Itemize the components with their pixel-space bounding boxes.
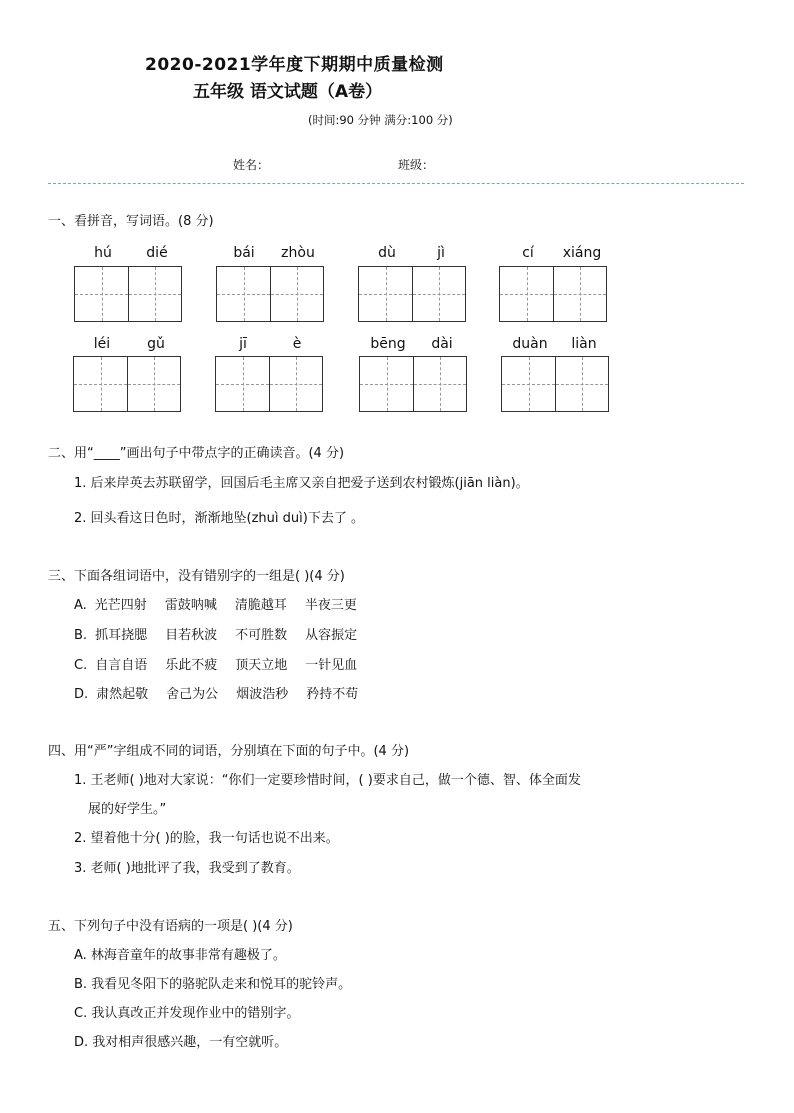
writing-grid — [216, 266, 324, 322]
option-label: C. — [74, 658, 88, 673]
writing-grid — [73, 356, 181, 412]
pinyin: léi — [93, 336, 111, 352]
pinyin: jī — [239, 336, 247, 352]
name-label: 姓名： — [233, 158, 270, 172]
q4-sentence-3: 3. 老师( )地批评了我，我受到了教育。 — [74, 861, 300, 876]
writing-grid — [499, 266, 607, 322]
option-label: D. — [74, 687, 89, 702]
word: 舍己为公 — [166, 687, 219, 702]
pinyin: dài — [431, 336, 453, 352]
exam-title: 2020-2021学年度下期期中质量检测 — [145, 55, 444, 75]
q3-option-a — [74, 594, 375, 613]
pinyin: dù — [378, 245, 396, 261]
q3-option-b — [74, 624, 375, 643]
word: 清脆越耳 — [234, 598, 287, 613]
q4-heading: 四、用“严”字组成不同的词语，分别填在下面的句子中。(4 分) — [48, 744, 410, 759]
writing-grid — [74, 266, 182, 322]
q4-sentence-2: 2. 望着他十分( )的脸，我一句话也说不出来。 — [74, 831, 339, 846]
word: 目若秋波 — [165, 628, 218, 643]
pinyin: dié — [146, 245, 168, 261]
pinyin: è — [292, 336, 302, 352]
word: 半夜三更 — [304, 598, 357, 613]
pinyin: bēng — [370, 336, 406, 352]
option-label: B. — [74, 628, 88, 643]
word: 烟波浩秒 — [236, 687, 289, 702]
word: 肃然起敬 — [96, 687, 149, 702]
q3-option-c — [74, 654, 375, 673]
q5-option-d: D. 我对相声很感兴趣，一有空就听。 — [74, 1035, 288, 1050]
word: 自言自语 — [95, 658, 148, 673]
word: 一针见血 — [305, 658, 358, 673]
q2-sentence-1: 1. 后来岸英去苏联留学，回国后毛主席又亲自把爱子送到农村锻炼(jiān liàn)。 — [74, 476, 529, 491]
pinyin: duàn — [512, 336, 548, 352]
word: 乐此不疲 — [165, 658, 218, 673]
q5-option-a: A. 林海音童年的故事非常有趣极了。 — [74, 948, 286, 963]
exam-subtitle: 五年级 语文试题（A卷） — [193, 82, 383, 102]
word: 光芒四射 — [94, 598, 147, 613]
word: 顶天立地 — [235, 658, 288, 673]
pinyin: bái — [233, 245, 255, 261]
pinyin: zhòu — [281, 245, 315, 261]
q3-option-d — [74, 683, 376, 702]
option-label: A. — [74, 598, 87, 613]
writing-grid — [358, 266, 466, 322]
q4-sentence-1: 1. 王老师( )地对大家说：“你们一定要珍惜时间，( )要求自己，做一个德、智、体全面发 — [74, 773, 581, 788]
q5-heading: 五、下列句子中没有语病的一项是( )(4 分) — [48, 919, 293, 934]
pinyin: liàn — [571, 336, 597, 352]
pinyin: cí — [522, 245, 534, 261]
class-label: 班级： — [398, 158, 435, 172]
word: 从容振定 — [305, 628, 358, 643]
pinyin: gǔ — [147, 336, 165, 352]
pinyin: xiáng — [562, 245, 602, 261]
writing-grid — [215, 356, 323, 412]
q5-option-b: B. 我看见冬阳下的骆驼队走来和悦耳的驼铃声。 — [74, 977, 352, 992]
q4-sentence-1-cont: 展的好学生。” — [88, 802, 167, 817]
word: 雷鼓呐喊 — [164, 598, 217, 613]
exam-meta: (时间:90 分钟 满分:100 分) — [308, 113, 453, 127]
word: 不可胜数 — [235, 628, 288, 643]
q2-heading: 二、用“____”画出句子中带点字的正确读音。(4 分) — [48, 446, 345, 461]
q3-heading: 三、下面各组词语中，没有错别字的一组是( )(4 分) — [48, 569, 345, 584]
word: 抓耳挠腮 — [95, 628, 148, 643]
pinyin: hú — [94, 245, 112, 261]
divider — [48, 183, 744, 184]
word: 矜持不苟 — [306, 687, 359, 702]
q1-heading: 一、看拼音，写词语。(8 分) — [48, 214, 214, 229]
pinyin: jì — [437, 245, 445, 261]
q2-sentence-2: 2. 回头看这日色时，渐渐地坠(zhuì duì)下去了 。 — [74, 511, 364, 526]
q5-option-c: C. 我认真改正并发现作业中的错别字。 — [74, 1006, 300, 1021]
writing-grid — [501, 356, 609, 412]
writing-grid — [359, 356, 467, 412]
